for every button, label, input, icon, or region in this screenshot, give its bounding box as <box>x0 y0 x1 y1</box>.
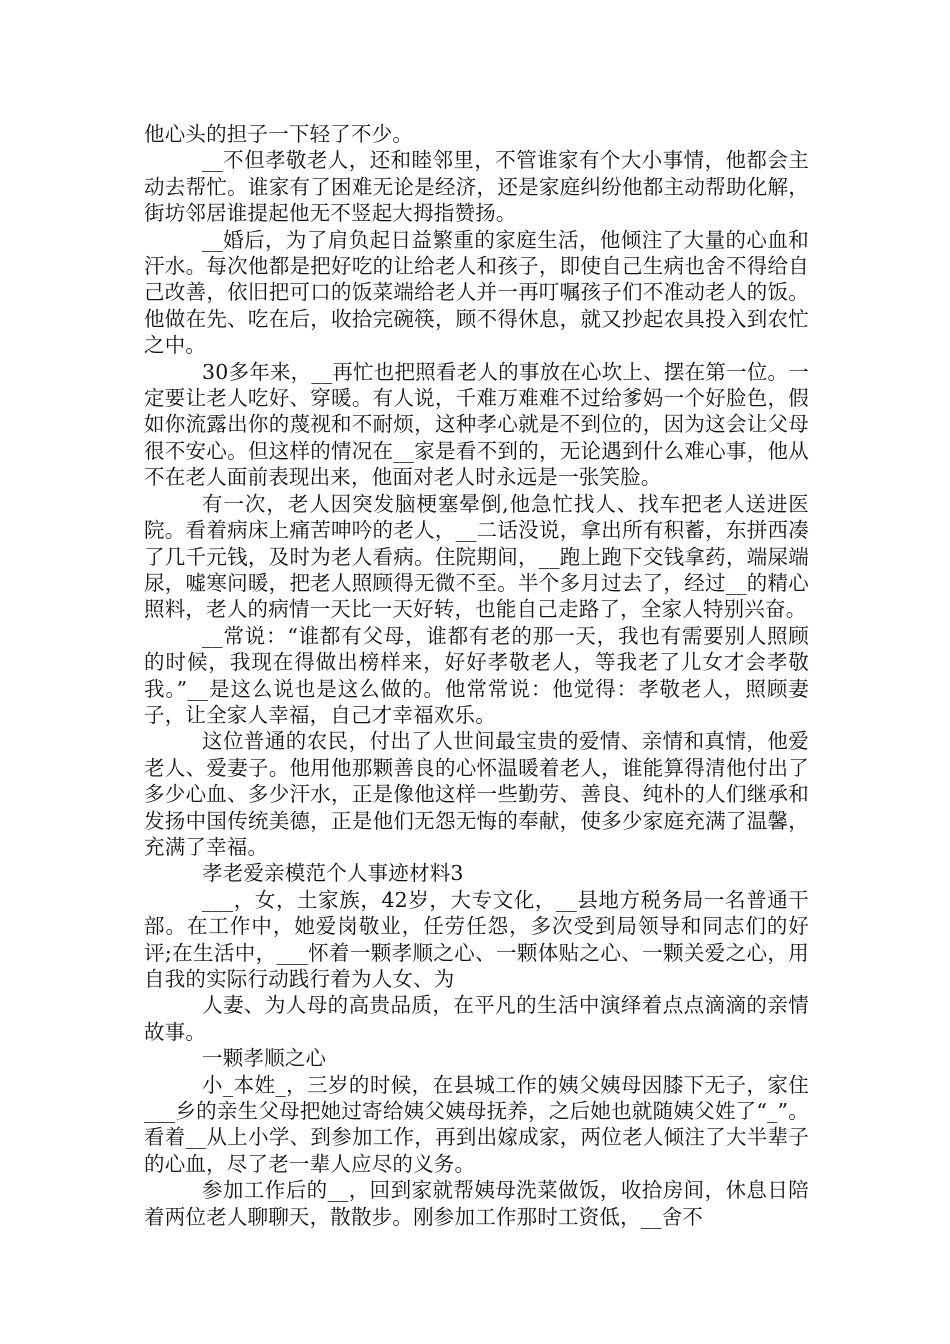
paragraph: ___，女，土家族，42岁，大专文化，__县地方税务局一名普通干部。在工作中，她爱岗敬业，任劳任怨，多次受到局领导和同志们的好评;在生活中，___怀着一颗孝顺之心、一颗体贴之心、一颗关爱之心，用自我的实际行动践行着为人女、为 <box>144 887 809 991</box>
paragraph: 有一次，老人因突发脑梗塞晕倒,他急忙找人、找车把老人送进医院。看着病床上痛苦呻吟的老人，__二话没说，拿出所有积蓄，东拼西凑了几千元钱，及时为老人看病。住院期间，__跑上跑下交钱拿药，端屎端尿，嘘寒问暖，把老人照顾得无微不至。半个多月过去了，经过__的精心照料，老人的病情一天比一天好转，也能自己走路了，全家人特别兴奋。 <box>144 491 809 622</box>
paragraph-continuation: 他心头的担子一下轻了不少。 <box>144 122 414 146</box>
paragraph: __常说：“谁都有父母，谁都有老的那一天，我也有需要别人照顾的时候，我现在得做出榜样来，好好孝敬老人，等我老了儿女才会孝敬我。”__是这么说也是这么做的。他常常说：他觉得：孝敬老人，照顾妻子，让全家人幸福，自己才幸福欢乐。 <box>144 623 809 727</box>
paragraph: __婚后，为了肩负起日益繁重的家庭生活，他倾注了大量的心血和汗水。每次他都是把好吃的让给老人和孩子，即使自己生病也舍不得给自己改善，依旧把可口的饭菜端给老人并一再叮嘱孩子们不准动老人的饭。他做在先、吃在后，收拾完碗筷，顾不得休息，就又抄起农具投入到农忙之中。 <box>144 227 809 358</box>
paragraph: 小_本姓_，三岁的时候，在县城工作的姨父姨母因膝下无子，家住___乡的亲生父母把她过寄给姨父姨母抚养，之后她也就随姨父姓了“_”。看着__从上小学、到参加工作，再到出嫁成家，两位老人倾注了大半辈子的心血，尽了老一辈人应尽的义务。 <box>144 1072 809 1176</box>
section-heading: 孝老爱亲模范个人事迹材料3 <box>202 861 464 886</box>
subsection-heading: 一颗孝顺之心 <box>202 1046 327 1071</box>
paragraph: 30多年来，__再忙也把照看老人的事放在心坎上、摆在第一位。一定要让老人吃好、穿暖。有人说，千难万难难不过给爹妈一个好脸色，假如你流露出你的蔑视和不耐烦，这种孝心就是不到位的，因为这会让父母很不安心。但这样的情况在__家是看不到的，无论遇到什么难心事，他从不在老人面前表现出来，他面对老人时永远是一张笑脸。 <box>144 359 809 490</box>
paragraph: 这位普通的农民，付出了人世间最宝贵的爱情、亲情和真情，他爱老人、爱妻子。他用他那颗善良的心怀温暖着老人，谁能算得清他付出了多少心血、多少汗水，正是像他这样一些勤劳、善良、纯朴的人们继承和发扬中国传统美德，正是他们无怨无悔的奉献，使多少家庭充满了温馨，充满了幸福。 <box>144 729 809 859</box>
paragraph: 参加工作后的__，回到家就帮姨母洗菜做饭，收拾房间，休息日陪着两位老人聊聊天，散散步。刚参加工作那时工资低，__舍不 <box>144 1178 809 1229</box>
paragraph: __不但孝敬老人，还和睦邻里，不管谁家有个大小事情，他都会主动去帮忙。谁家有了困难无论是经济，还是家庭纠纷他都主动帮助化解，街坊邻居谁提起他无不竖起大拇指赞扬。 <box>144 148 809 226</box>
document-body <box>144 121 809 1230</box>
paragraph-split-continuation: 人妻、为人母的高贵品质，在平凡的生活中演绎着点点滴滴的亲情故事。 <box>144 993 809 1044</box>
